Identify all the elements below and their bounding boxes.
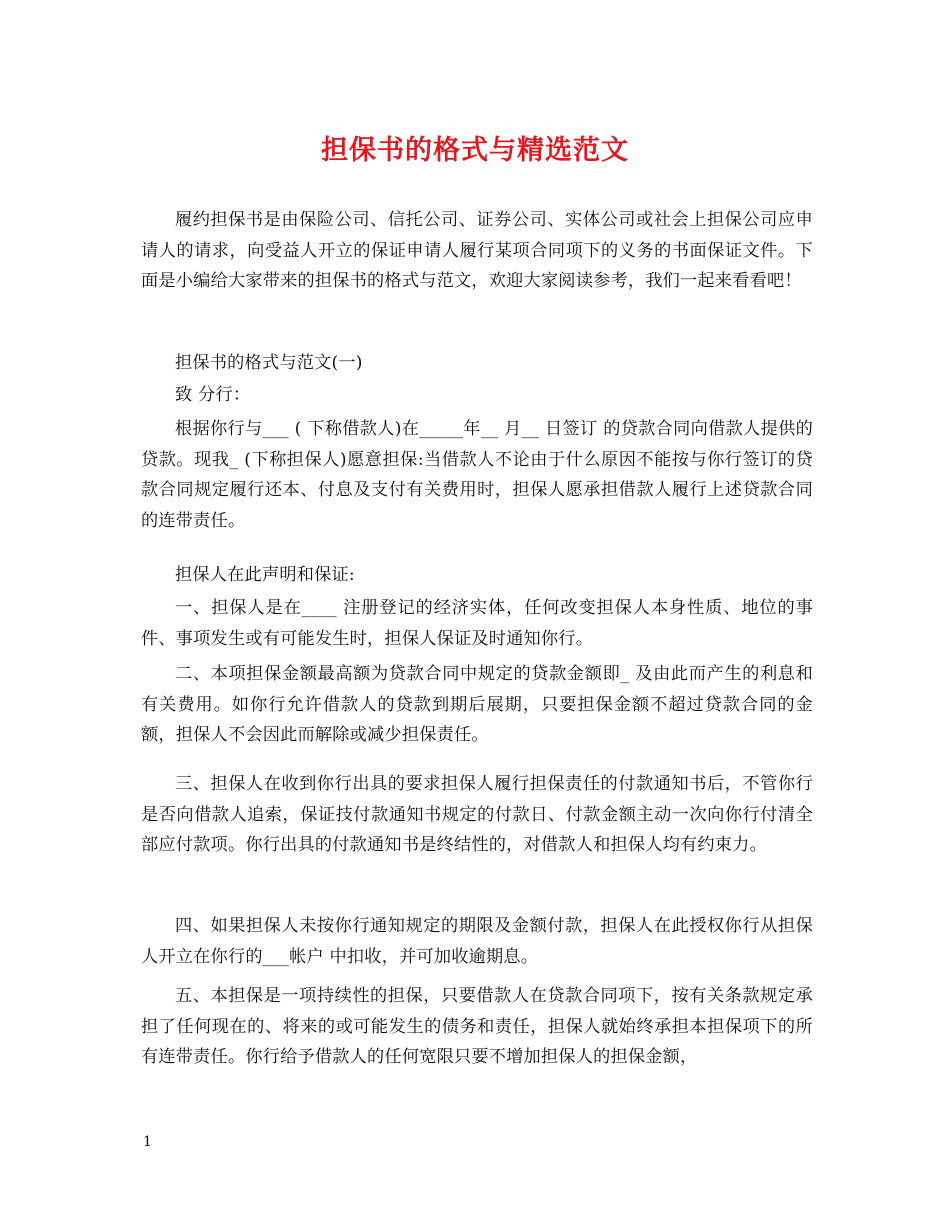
- page-number: 1: [143, 1134, 152, 1150]
- document-title: 担保书的格式与精选范文: [321, 135, 629, 166]
- clause-4: 四、如果担保人未按你行通知规定的期限及金额付款，担保人在此授权你行从担保人开立在你行的___帐户 中扣收，并可加收逾期息。: [141, 916, 813, 967]
- salutation: 致 分行：: [175, 385, 251, 405]
- clause-2: 二、本项担保金额最高额为贷款合同中规定的贷款金额即_ 及由此而产生的利息和有关费用。如你行允许借款人的贷款到期后展期，只要担保金额不超过贷款合同的金额，担保人不会因此而解除或减少担保责任。: [141, 664, 813, 746]
- clause-3: 三、担保人在收到你行出具的要求担保人履行担保责任的付款通知书后，不管你行是否向借款人追索，保证技付款通知书规定的付款日、付款金额主动一次向你行付清全部应付款项。你行出具的付款通知书是终结性的，对借款人和担保人均有约束力。: [141, 774, 813, 856]
- intro-paragraph: 履约担保书是由保险公司、信托公司、证券公司、实体公司或社会上担保公司应申请人的请求，向受益人开立的保证申请人履行某项合同项下的义务的书面保证文件。下面是小编给大家带来的担保书的格式与范文，欢迎大家阅读参考，我们一起来看看吧！: [141, 210, 813, 292]
- declaration-heading: 担保人在此声明和保证:: [175, 565, 355, 585]
- section-heading: 担保书的格式与范文(一): [175, 353, 363, 373]
- body-paragraph: 根据你行与___ ( 下称借款人)在_____年__ 月__ 日签订 的贷款合同向借款人提供的贷款。现我_ (下称担保人)愿意担保:当借款人不论由于什么原因不能按与你行签订的贷款合同规定履行还本、付息及支付有关费用时，担保人愿承担借款人履行上述贷款合同的连带责任。: [141, 419, 813, 531]
- clause-1: 一、担保人是在____ 注册登记的经济实体，任何改变担保人本身性质、地位的事件、事项发生或有可能发生时，担保人保证及时通知你行。: [141, 598, 813, 649]
- clause-5: 五、本担保是一项持续性的担保，只要借款人在贷款合同项下，按有关条款规定承担了任何现在的、将来的或可能发生的债务和责任，担保人就始终承担本担保项下的所有连带责任。你行给予借款人的任何宽限只要不增加担保人的担保金额，: [141, 986, 813, 1068]
